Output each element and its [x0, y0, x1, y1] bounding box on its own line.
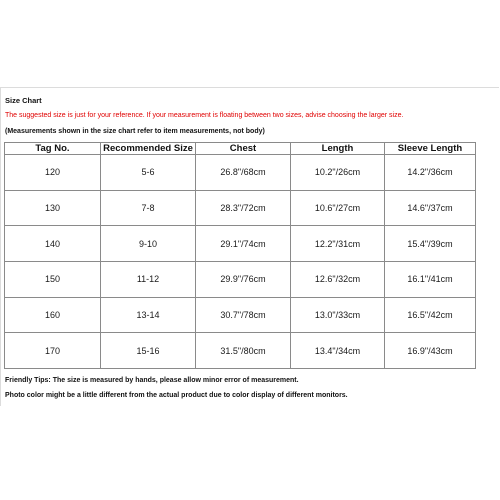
cell-tag-no: 160 — [5, 298, 101, 334]
cell-sleeve-length: 14.2"/36cm — [385, 155, 476, 191]
cell-recommended-size: 9-10 — [101, 226, 196, 262]
table-header-row — [5, 143, 476, 155]
header-chest: Chest — [196, 143, 291, 155]
table-row — [5, 226, 476, 262]
cell-chest: 31.5"/80cm — [196, 333, 291, 369]
cell-length: 13.0"/33cm — [291, 298, 385, 334]
cell-length: 12.2"/31cm — [291, 226, 385, 262]
cell-chest: 29.9"/76cm — [196, 262, 291, 298]
photo-color-note: Photo color might be a little different from the actual product due to color display of different monitors. — [5, 392, 348, 399]
header-length: Length — [291, 143, 385, 155]
cell-sleeve-length: 16.5"/42cm — [385, 298, 476, 334]
cell-tag-no: 150 — [5, 262, 101, 298]
measurement-note: (Measurements shown in the size chart refer to item measurements, not body) — [5, 128, 265, 135]
table-row — [5, 333, 476, 369]
cell-length: 10.2"/26cm — [291, 155, 385, 191]
cell-sleeve-length: 14.6"/37cm — [385, 191, 476, 227]
cell-tag-no: 130 — [5, 191, 101, 227]
cell-tag-no: 170 — [5, 333, 101, 369]
cell-recommended-size: 11-12 — [101, 262, 196, 298]
cell-recommended-size: 15-16 — [101, 333, 196, 369]
cell-recommended-size: 5-6 — [101, 155, 196, 191]
cell-recommended-size: 7-8 — [101, 191, 196, 227]
friendly-tips: Friendly Tips: The size is measured by hands, please allow minor error of measurement. — [5, 377, 299, 384]
header-sleeve-length: Sleeve Length — [385, 143, 476, 155]
header-recommended-size: Recommended Size — [101, 143, 196, 155]
cell-sleeve-length: 16.9"/43cm — [385, 333, 476, 369]
cell-length: 10.6"/27cm — [291, 191, 385, 227]
cell-sleeve-length: 16.1"/41cm — [385, 262, 476, 298]
cell-recommended-size: 13-14 — [101, 298, 196, 334]
table-row — [5, 298, 476, 334]
header-tag-no: Tag No. — [5, 143, 101, 155]
cell-chest: 26.8"/68cm — [196, 155, 291, 191]
cell-chest: 28.3"/72cm — [196, 191, 291, 227]
size-suggestion-notice: The suggested size is just for your reference. If your measurement is floating between two sizes, advise choosing the larger size. — [5, 112, 404, 119]
table-row — [5, 191, 476, 227]
cell-chest: 30.7"/78cm — [196, 298, 291, 334]
page-title: Size Chart — [5, 96, 42, 105]
cell-tag-no: 120 — [5, 155, 101, 191]
cell-length: 12.6"/32cm — [291, 262, 385, 298]
cell-length: 13.4"/34cm — [291, 333, 385, 369]
table-row — [5, 262, 476, 298]
table-row — [5, 155, 476, 191]
cell-chest: 29.1"/74cm — [196, 226, 291, 262]
cell-tag-no: 140 — [5, 226, 101, 262]
size-table — [4, 142, 476, 369]
cell-sleeve-length: 15.4"/39cm — [385, 226, 476, 262]
